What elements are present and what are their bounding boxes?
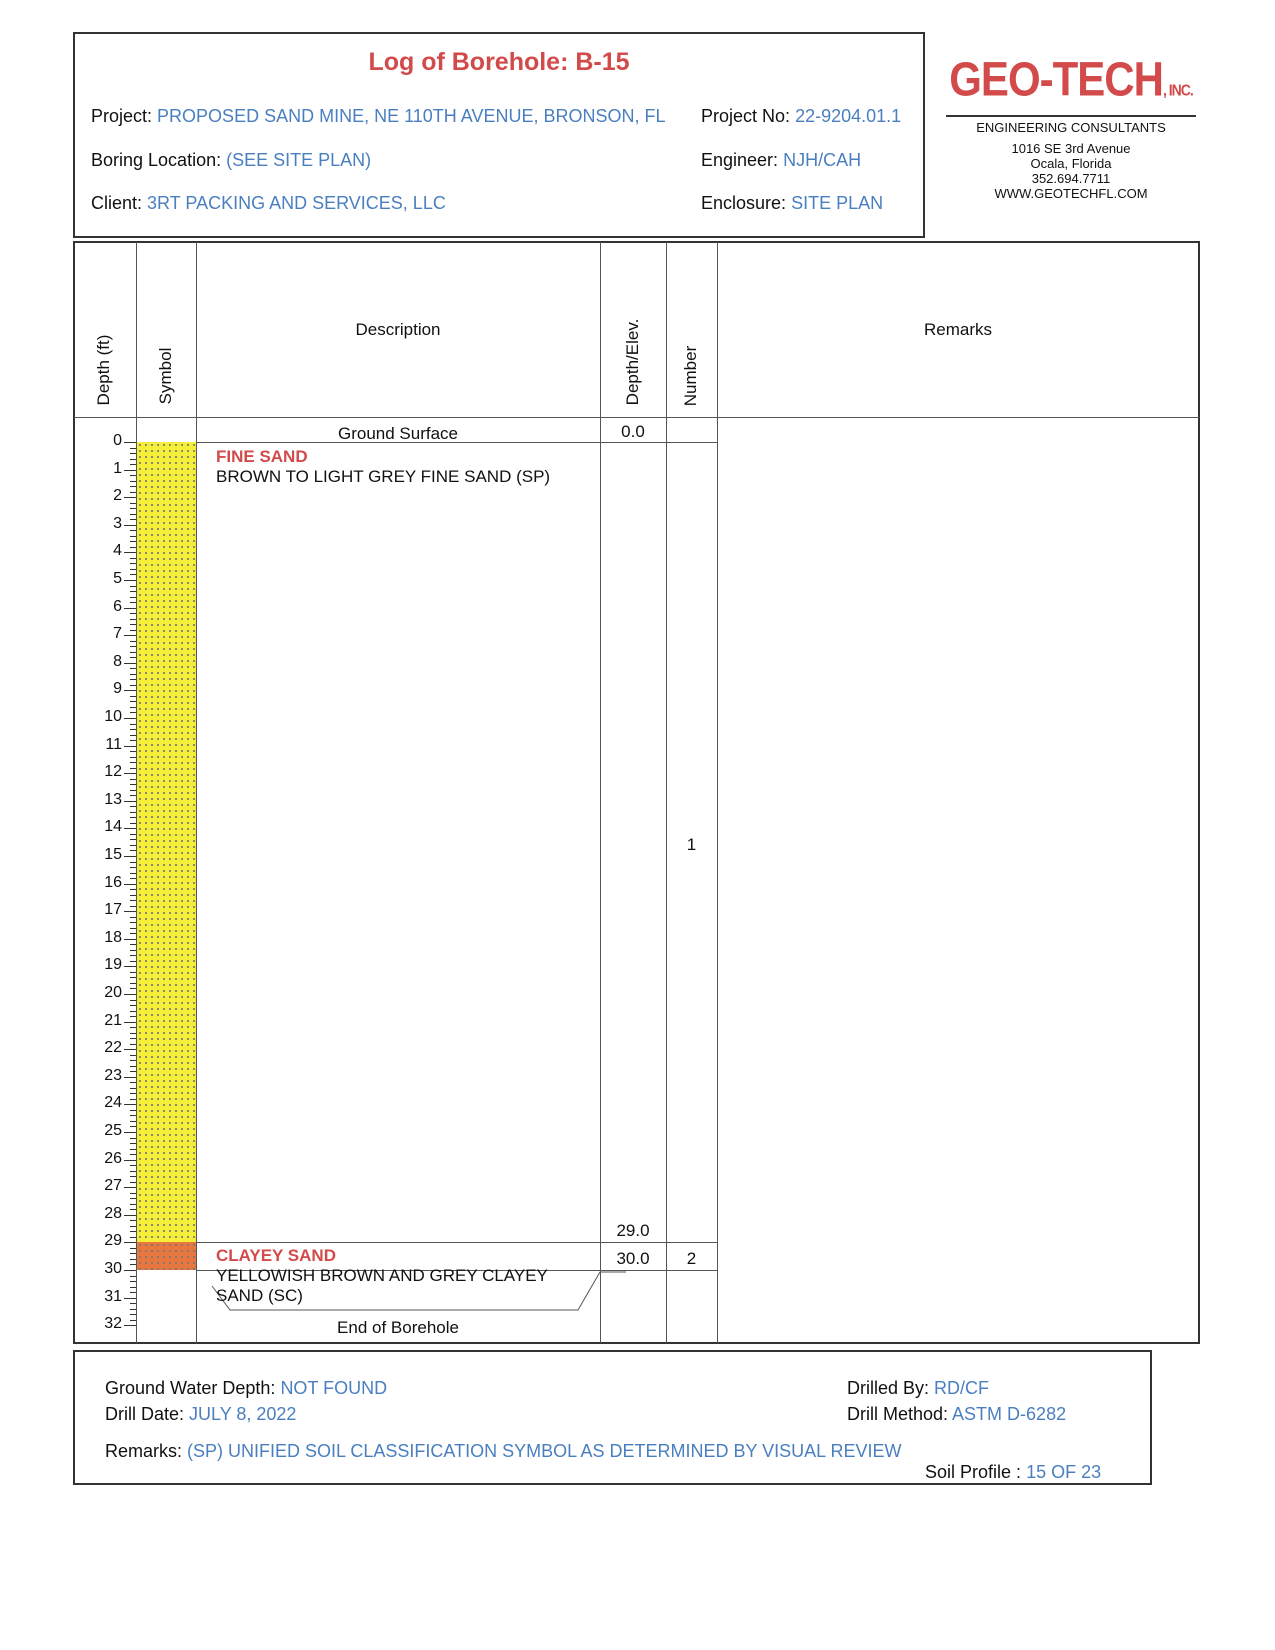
ground-surface-label: Ground Surface [337,424,458,443]
col-header-remarks: Remarks [923,320,992,339]
soil-profile-value: 15 OF 23 [1026,1462,1102,1482]
project-no-field: Project No: 22-9204.01.1 [701,106,902,126]
col-divider-5 [717,242,718,1343]
depth-minor-tick [130,541,136,542]
header-row-divider [74,417,1199,418]
depth-major-tick [124,1132,136,1133]
depth-major-tick [124,884,136,885]
depth-tick-label: 28 [104,1204,122,1222]
layer-2-bottom-depth: 30.0 [616,1249,650,1268]
engineer-field: Engineer: NJH/CAH [701,150,862,170]
depth-major-tick [124,525,136,526]
depth-minor-tick [130,878,136,879]
depth-minor-tick [130,674,136,675]
depth-minor-tick [130,1237,136,1238]
depth-minor-tick [130,657,136,658]
depth-major-tick [124,1242,136,1243]
depth-major-tick [124,911,136,912]
depth-major-tick [124,773,136,774]
depth-minor-tick [130,845,136,846]
company-block [940,51,1202,201]
depth-tick-label: 2 [113,487,122,505]
depth-minor-tick [130,569,136,570]
depth-minor-tick [130,685,136,686]
depth-tick-label: 3 [113,514,122,532]
depth-minor-tick [130,1171,136,1172]
footer-box [73,1350,1152,1485]
depth-tick-label: 22 [104,1039,122,1057]
depth-minor-tick [130,1198,136,1199]
depth-minor-tick [130,1281,136,1282]
depth-minor-tick [130,508,136,509]
col-divider-4 [666,242,667,1343]
depth-major-tick [124,635,136,636]
layer-2-name: CLAYEY SAND [216,1246,336,1265]
depth-minor-tick [130,724,136,725]
depth-minor-tick [130,1126,136,1127]
depth-minor-tick [130,613,136,614]
depth-minor-tick [130,1309,136,1310]
depth-minor-tick [130,1055,136,1056]
depth-minor-tick [130,1259,136,1260]
depth-minor-tick [130,1176,136,1177]
depth-minor-tick [130,950,136,951]
depth-tick-label: 27 [104,1177,122,1195]
depth-minor-tick [130,1016,136,1017]
layer-boundary-line [196,1242,717,1243]
depth-tick-label: 29 [104,1232,122,1250]
depth-tick-label: 5 [113,570,122,587]
engineer-value: NJH/CAH [783,150,862,170]
depth-minor-tick [130,972,136,973]
soil-profile-field: Soil Profile : 15 OF 23 [925,1462,1102,1482]
depth-minor-tick [130,1000,136,1001]
depth-minor-tick [130,812,136,813]
enclosure-field: Enclosure: SITE PLAN [701,193,884,213]
depth-major-tick [124,470,136,471]
drill-date-field: Drill Date: JULY 8, 2022 [105,1404,297,1424]
depth-minor-tick [130,630,136,631]
layer-1-name: FINE SAND [216,447,308,466]
depth-minor-tick [130,701,136,702]
ground-surface-depth: 0.0 [621,422,645,441]
company-address-1: 1016 SE 3rd Avenue [1011,141,1131,156]
depth-minor-tick [130,817,136,818]
depth-minor-tick [130,486,136,487]
depth-minor-tick [130,574,136,575]
depth-minor-tick [130,729,136,730]
depth-tick-label: 30 [104,1260,122,1277]
layer-2-description-1: YELLOWISH BROWN AND GREY CLAYEY [216,1266,548,1285]
depth-minor-tick [130,1264,136,1265]
depth-minor-tick [130,806,136,807]
depth-minor-tick [130,1226,136,1227]
drilled-by-value: RD/CF [934,1378,990,1398]
depth-minor-tick [130,751,136,752]
company-logo: GEO-TECH, INC. [949,51,1193,106]
depth-minor-tick [130,1071,136,1072]
depth-tick-label: 1 [113,459,122,477]
depth-minor-tick [130,1093,136,1094]
depth-minor-tick [130,624,136,625]
depth-minor-tick [130,823,136,824]
depth-minor-tick [130,1303,136,1304]
depth-minor-tick [130,1209,136,1210]
depth-major-tick [124,1325,136,1326]
depth-major-tick [124,801,136,802]
company-phone: 352.694.7711 [1031,171,1111,186]
depth-minor-tick [130,1154,136,1155]
depth-minor-tick [130,602,136,603]
depth-minor-tick [130,1292,136,1293]
depth-minor-tick [130,586,136,587]
depth-tick-label: 0 [113,432,122,449]
depth-major-tick [124,442,136,443]
depth-minor-tick [130,839,136,840]
soil-symbol-2 [137,1242,196,1270]
col-header-symbol: Symbol [156,347,175,405]
depth-tick-label: 4 [113,542,122,560]
depth-tick-label: 7 [113,625,122,643]
depth-tick-label: 18 [104,928,122,946]
ground-water-field: Ground Water Depth: NOT FOUND [105,1378,388,1398]
depth-major-tick [124,1077,136,1078]
depth-tick-label: 15 [104,846,122,863]
boring-location-value: (SEE SITE PLAN) [226,150,372,170]
depth-major-tick [124,608,136,609]
depth-minor-tick [130,1248,136,1249]
col-header-depth: Depth (ft) [94,334,113,406]
col-divider-2 [196,242,197,1343]
depth-tick-label: 21 [104,1011,122,1029]
depth-minor-tick [130,597,136,598]
depth-minor-tick [130,459,136,460]
header-box [73,32,925,238]
depth-minor-tick [130,652,136,653]
depth-tick-label: 31 [104,1287,122,1305]
company-address-2: Ocala, Florida [1030,156,1112,171]
depth-minor-tick [130,834,136,835]
depth-major-tick [124,690,136,691]
depth-minor-tick [130,1115,136,1116]
depth-minor-tick [130,1314,136,1315]
depth-minor-tick [130,1027,136,1028]
depth-major-tick [124,1215,136,1216]
depth-minor-tick [130,961,136,962]
depth-major-tick [124,1187,136,1188]
project-field: Project: PROPOSED SAND MINE, NE 110TH AVENUE, BRONSON, FL [91,106,666,126]
depth-major-tick [124,1160,136,1161]
depth-major-tick [124,580,136,581]
layer-2-description-2: SAND (SC) [216,1286,303,1305]
depth-minor-tick [130,591,136,592]
depth-minor-tick [130,1066,136,1067]
depth-tick-label: 8 [113,652,122,670]
depth-minor-tick [130,712,136,713]
depth-minor-tick [130,1138,136,1139]
sample-number-2: 2 [686,1249,697,1268]
depth-minor-tick [130,481,136,482]
depth-minor-tick [130,1110,136,1111]
depth-minor-tick [130,779,136,780]
depth-minor-tick [130,668,136,669]
depth-minor-tick [130,917,136,918]
depth-minor-tick [130,933,136,934]
depth-major-tick [124,1022,136,1023]
depth-minor-tick [130,1253,136,1254]
depth-minor-tick [130,1287,136,1288]
depth-minor-tick [130,1011,136,1012]
depth-minor-tick [130,1320,136,1321]
depth-tick-label: 20 [104,984,122,1001]
depth-minor-tick [130,977,136,978]
depth-major-tick [124,994,136,995]
depth-major-tick [124,828,136,829]
depth-tick-label: 16 [104,873,122,891]
soil-symbol-1 [137,442,196,1242]
depth-minor-tick [130,867,136,868]
depth-minor-tick [130,983,136,984]
depth-minor-tick [130,768,136,769]
depth-minor-tick [130,1044,136,1045]
depth-minor-tick [130,1182,136,1183]
remarks-value: (SP) UNIFIED SOIL CLASSIFICATION SYMBOL AS DETERMINED BY VISUAL REVIEW [187,1441,902,1461]
client-value: 3RT PACKING AND SERVICES, LLC [147,193,446,213]
depth-minor-tick [130,1165,136,1166]
depth-minor-tick [130,536,136,537]
depth-major-tick [124,1104,136,1105]
drilled-by-field: Drilled By: RD/CF [847,1378,990,1398]
depth-major-tick [124,663,136,664]
log-title: Log of Borehole: B-15 [368,48,630,76]
layer-1-description: BROWN TO LIGHT GREY FINE SAND (SP) [216,467,551,486]
depth-minor-tick [130,530,136,531]
depth-minor-tick [130,1149,136,1150]
depth-minor-tick [130,900,136,901]
depth-minor-tick [130,1033,136,1034]
depth-major-tick [124,718,136,719]
depth-minor-tick [130,492,136,493]
depth-tick-label: 19 [104,956,122,974]
depth-minor-tick [130,558,136,559]
depth-minor-tick [130,453,136,454]
depth-minor-tick [130,1088,136,1089]
depth-minor-tick [130,889,136,890]
depth-minor-tick [130,475,136,476]
depth-minor-tick [130,762,136,763]
client-field: Client: 3RT PACKING AND SERVICES, LLC [91,193,446,213]
end-of-borehole-label: End of Borehole [337,1318,459,1337]
col-divider-3 [600,242,601,1343]
depth-minor-tick [130,1231,136,1232]
depth-tick-label: 25 [104,1122,122,1139]
depth-major-tick [124,746,136,747]
col-header-description: Description [355,320,441,339]
depth-tick-label: 14 [104,818,122,836]
project-no-value: 22-9204.01.1 [795,106,902,126]
depth-minor-tick [130,619,136,620]
depth-minor-tick [130,696,136,697]
boring-location-field: Boring Location: (SEE SITE PLAN) [91,150,372,170]
enclosure-value: SITE PLAN [791,193,884,213]
depth-minor-tick [130,850,136,851]
depth-minor-tick [130,988,136,989]
depth-minor-tick [130,1121,136,1122]
depth-tick-label: 9 [113,680,122,698]
depth-minor-tick [130,1193,136,1194]
company-website: WWW.GEOTECHFL.COM [994,186,1148,201]
depth-minor-tick [130,873,136,874]
col-header-depth-elev: Depth/Elev. [623,318,642,406]
remarks-field: Remarks: (SP) UNIFIED SOIL CLASSIFICATION SYMBOL AS DETERMINED BY VISUAL REVIEW [105,1441,902,1461]
company-subtitle: ENGINEERING CONSULTANTS [946,115,1196,135]
depth-tick-label: 26 [104,1149,122,1167]
depth-minor-tick [130,955,136,956]
depth-minor-tick [130,1276,136,1277]
col-header-number: Number [681,345,700,407]
depth-tick-label: 12 [104,763,122,781]
depth-tick-label: 32 [104,1315,122,1333]
depth-major-tick [124,1270,136,1271]
depth-minor-tick [130,1220,136,1221]
sample-number-1: 1 [686,835,697,854]
depth-minor-tick [130,862,136,863]
depth-minor-tick [130,1005,136,1006]
depth-minor-tick [130,757,136,758]
depth-minor-tick [130,707,136,708]
depth-minor-tick [130,784,136,785]
depth-minor-tick [130,1082,136,1083]
depth-minor-tick [130,1060,136,1061]
depth-tick-label: 13 [104,790,122,808]
project-value: PROPOSED SAND MINE, NE 110TH AVENUE, BRONSON, FL [157,106,666,126]
depth-minor-tick [130,795,136,796]
depth-tick-label: 17 [104,901,122,919]
depth-tick-label: 23 [104,1066,122,1084]
depth-minor-tick [130,1099,136,1100]
depth-minor-tick [130,464,136,465]
depth-minor-tick [130,1204,136,1205]
depth-tick-label: 24 [104,1094,122,1112]
depth-tick-label: 11 [105,735,122,753]
depth-minor-tick [130,641,136,642]
depth-minor-tick [130,503,136,504]
depth-minor-tick [130,790,136,791]
depth-minor-tick [130,740,136,741]
depth-minor-tick [130,928,136,929]
drill-method-value: ASTM D-6282 [952,1404,1067,1424]
depth-major-tick [124,1049,136,1050]
depth-minor-tick [130,922,136,923]
depth-minor-tick [130,735,136,736]
depth-minor-tick [130,448,136,449]
depth-minor-tick [130,1143,136,1144]
depth-tick-label: 10 [104,708,122,725]
depth-minor-tick [130,514,136,515]
depth-major-tick [124,552,136,553]
depth-minor-tick [130,519,136,520]
depth-minor-tick [130,1038,136,1039]
depth-minor-tick [130,895,136,896]
depth-major-tick [124,497,136,498]
depth-minor-tick [130,906,136,907]
drill-date-value: JULY 8, 2022 [189,1404,297,1424]
ground-water-value: NOT FOUND [280,1378,388,1398]
depth-minor-tick [130,679,136,680]
drill-method-field: Drill Method: ASTM D-6282 [847,1404,1067,1424]
depth-tick-label: 6 [113,597,122,615]
depth-minor-tick [130,646,136,647]
depth-minor-tick [130,547,136,548]
layer-1-bottom-depth: 29.0 [616,1221,650,1240]
depth-major-tick [124,856,136,857]
depth-minor-tick [130,563,136,564]
depth-major-tick [124,966,136,967]
depth-minor-tick [130,944,136,945]
depth-major-tick [124,939,136,940]
depth-major-tick [124,1298,136,1299]
